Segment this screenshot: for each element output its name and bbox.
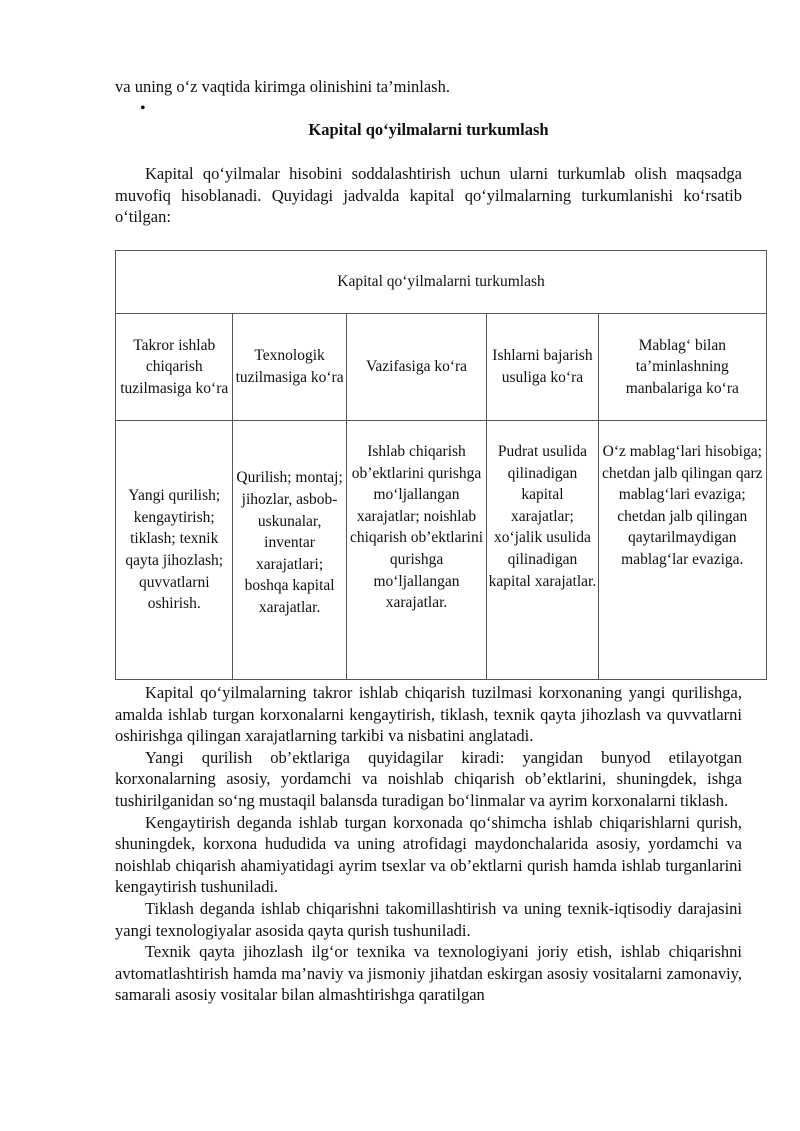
- table-cell: O‘z mablag‘lari hisobiga; chetdan jalb qilingan qarz mablag‘lari evaziga; chetdan jalb qilingan qaytarilmaydigan mablag‘lar evaziga.: [598, 421, 766, 680]
- table-header-cell: Texnologik tuzilmasiga ko‘ra: [233, 314, 346, 421]
- body-text: [115, 682, 742, 1006]
- intro-paragraph: Kapital qo‘yilmalar hisobini soddalashtirish uchun ularni turkumlab olish maqsadga muvofiq hisoblanadi. Quyidagi jadvalda kapital qo‘yilmalarning turkumlanishi ko‘rsatib o‘tilgan:: [115, 164, 742, 227]
- body-paragraph: Kengaytirish deganda ishlab turgan korxonada qo‘shimcha ishlab chiqarishlarni qurish, shuningdek, korxona hududida va uning atrofidagi maydonchalarida asosiy, yordamchi va noishlab chiqarish ahamiyatidagi ayrim tsexlar va ob’ektlarni qurish hamda ishlab turganlarini kengaytirish tushuniladi.: [115, 812, 742, 897]
- table-header-cell: Vazifasiga ko‘ra: [346, 314, 487, 421]
- table-header-cell: Ishlarni bajarish usuliga ko‘ra: [487, 314, 598, 421]
- table-header-cell: Mablag‘ bilan ta’minlashning manbalariga ko‘ra: [598, 314, 766, 421]
- table-cell: Pudrat usulida qilinadigan kapital xarajatlar; xo‘jalik usulida qilinadigan kapital xarajatlar.: [487, 421, 598, 680]
- bullet-point: •: [140, 100, 146, 117]
- intro-block: [115, 163, 742, 228]
- body-paragraph: Yangi qurilish ob’ektlariga quyidagilar kiradi: yangidan bunyod etilayotgan korxonalarning asosiy, yordamchi va noishlab chiqarish ob’ektlarini, shuningdek, ishga tushirilganidan so‘ng mustaqil balansda turadigan bo‘linmalar va ayrim korxonalarni tiklash.: [115, 747, 742, 810]
- table-cell: Ishlab chiqarish ob’ektlarini qurishga mo‘ljallangan xarajatlar; noishlab chiqarish ob’ektlarini qurishga mo‘ljallangan xarajatlar.: [346, 421, 487, 680]
- table-cell: Yangi qurilish; kengaytirish; tiklash; texnik qayta jihozlash; quvvatlarni oshirish.: [116, 421, 233, 680]
- section-heading: Kapital qo‘yilmalarni turkumlash: [308, 120, 549, 139]
- body-paragraph: Kapital qo‘yilmalarning takror ishlab chiqarish tuzilmasi korxonaning yangi qurilishga, amalda ishlab turgan korxonalarni kengaytirish, tiklash, texnik qayta jihozlash va quvvatlarni oshirishga qilingan xarajatlarning tarkibi va nisbatini anglatadi.: [115, 683, 742, 746]
- continuation-line: va uning o‘z vaqtida kirimga olinishini ta’minlash.: [115, 77, 450, 96]
- table-cell: Qurilish; montaj; jihozlar, asbob-uskunalar, inventar xarajatlari; boshqa kapital xarajatlar.: [233, 421, 346, 680]
- table-caption: Kapital qo‘yilmalarni turkumlash: [116, 251, 767, 314]
- table-header-cell: Takror ishlab chiqarish tuzilmasiga ko‘ra: [116, 314, 233, 421]
- body-paragraph: Tiklash deganda ishlab chiqarishni takomillashtirish va uning texnik-iqtisodiy darajasini yangi texnologiyalar asosida qayta qurish tushuniladi.: [115, 898, 742, 940]
- body-paragraph: Texnik qayta jihozlash ilg‘or texnika va texnologiyani joriy etish, ishlab chiqarishni avtomatlashtirish hamda ma’naviy va jismoniy jihatdan eskirgan asosiy vositalarni zamonaviy, samarali asosiy vositalar bilan almashtirishga qaratilgan: [115, 942, 742, 1005]
- classification-table: [115, 250, 767, 680]
